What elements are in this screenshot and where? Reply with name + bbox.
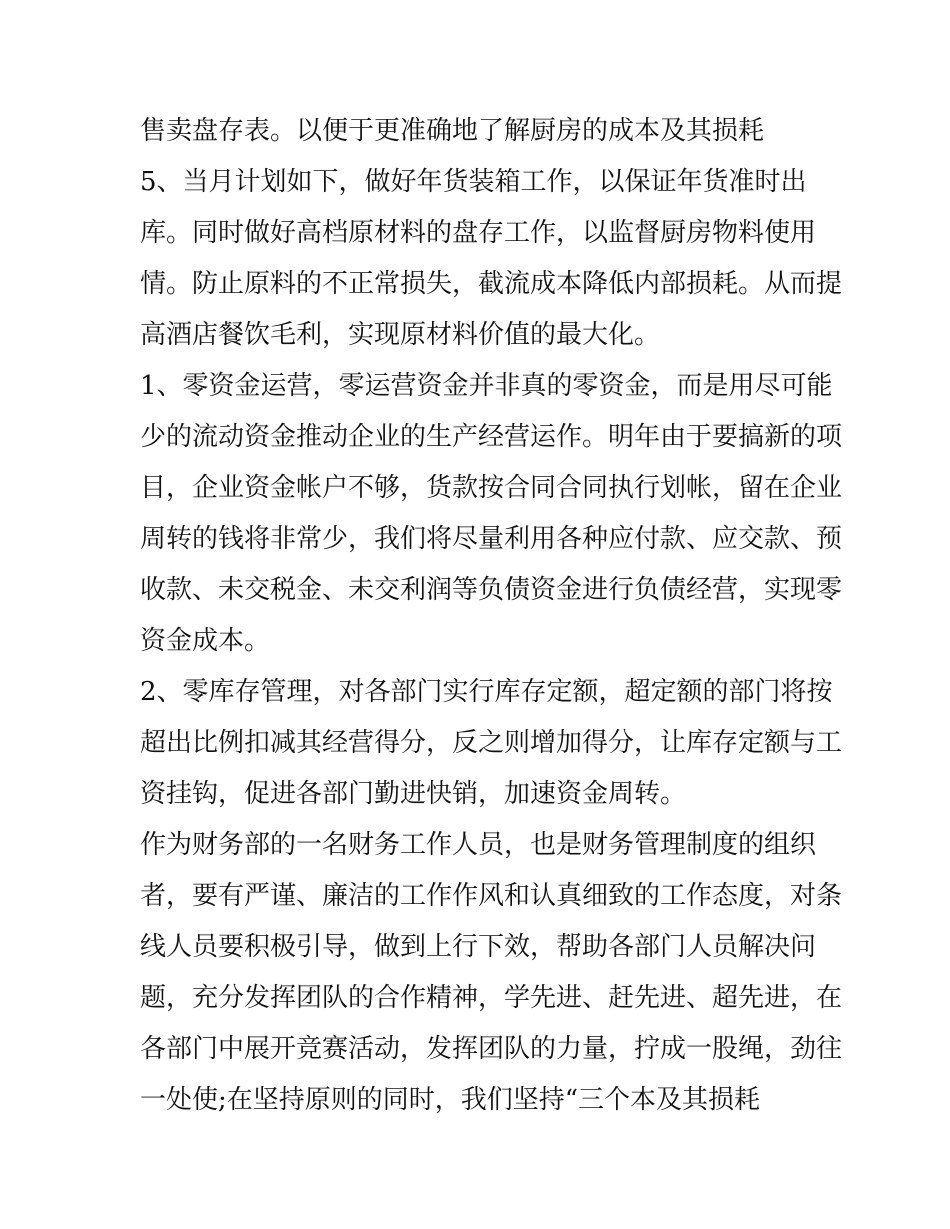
text-line: 超出比例扣减其经营得分，反之则增加得分，让库存定额与工 [140, 728, 843, 758]
text-line: 周转的钱将非常少，我们将尽量利用各种应付款、应交款、预 [140, 524, 843, 554]
document-body [140, 106, 843, 1126]
text-line: 一处使;在坚持原则的同时，我们坚持“三个本及其损耗 [140, 1085, 761, 1115]
text-line: 高酒店餐饮毛利，实现原材料价值的最大化。 [140, 320, 661, 350]
text-line: 资挂钩，促进各部门勤进快销，加速资金周转。 [140, 779, 687, 809]
text-line: 少的流动资金推动企业的生产经营运作。明年由于要搞新的项 [140, 422, 843, 452]
text-line: 情。防止原料的不正常损失，截流成本降低内部损耗。从而提 [140, 269, 843, 299]
text-line: 5、当月计划如下，做好年货装箱工作，以保证年货准时出 [140, 167, 807, 197]
text-line: 作为财务部的一名财务工作人员，也是财务管理制度的组织 [140, 830, 817, 860]
text-line: 目，企业资金帐户不够，货款按合同合同执行划帐，留在企业 [140, 473, 843, 503]
text-line: 收款、未交税金、未交利润等负债资金进行负债经营，实现零 [140, 575, 843, 605]
text-line: 者，要有严谨、廉洁的工作作风和认真细致的工作态度，对条 [140, 881, 843, 911]
text-line: 资金成本。 [140, 626, 271, 656]
text-line: 题，充分发挥团队的合作精神，学先进、赶先进、超先进，在 [140, 983, 843, 1013]
text-line: 售卖盘存表。以便于更准确地了解厨房的成本及其损耗 [140, 116, 765, 146]
text-line: 库。同时做好高档原材料的盘存工作，以监督厨房物料使用 [140, 218, 817, 248]
text-line: 2、零库存管理，对各部门实行库存定额，超定额的部门将按 [140, 677, 833, 707]
text-line: 线人员要积极引导，做到上行下效，帮助各部门人员解决问 [140, 932, 817, 962]
text-line: 各部门中展开竞赛活动，发挥团队的力量，拧成一股绳，劲往 [140, 1034, 843, 1064]
text-line: 1、零资金运营，零运营资金并非真的零资金，而是用尽可能 [140, 371, 833, 401]
